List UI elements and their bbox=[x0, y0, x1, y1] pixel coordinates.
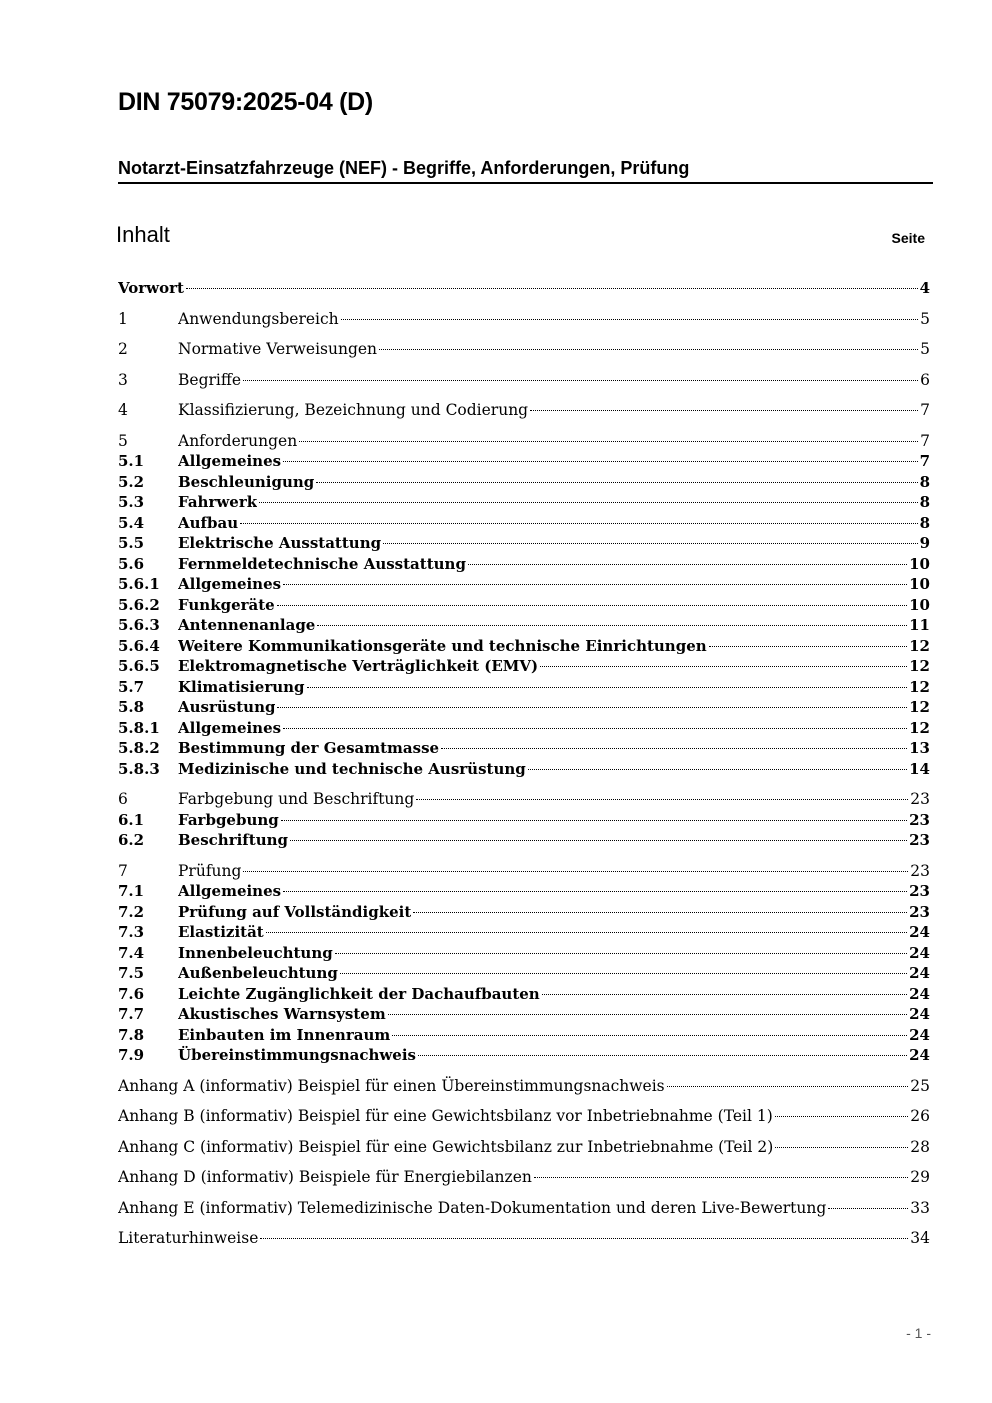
toc-entry-page: 7 bbox=[920, 431, 930, 450]
toc-dot-leader bbox=[383, 543, 917, 544]
toc-entry[interactable] bbox=[118, 339, 930, 360]
toc-entry-title: Begriffe bbox=[178, 370, 242, 389]
toc-dot-leader bbox=[392, 1035, 907, 1036]
toc-dot-leader bbox=[243, 380, 918, 381]
toc-entry[interactable] bbox=[118, 370, 930, 391]
toc-entry-title: Klimatisierung bbox=[178, 677, 305, 696]
toc-entry[interactable] bbox=[118, 697, 930, 718]
toc-entry-title: Übereinstimmungsnachweis bbox=[178, 1046, 416, 1064]
document-id: DIN 75079:2025-04 (D) bbox=[118, 88, 373, 116]
toc-entry-number: 5.1 bbox=[118, 452, 145, 470]
toc-dot-leader bbox=[709, 646, 907, 647]
toc-entry-page: 12 bbox=[909, 698, 930, 716]
toc-entry[interactable] bbox=[118, 830, 930, 851]
toc-dot-leader bbox=[243, 871, 908, 872]
toc-entry-number: 7.8 bbox=[118, 1025, 145, 1044]
toc-entry[interactable] bbox=[118, 738, 930, 759]
toc-entry-page: 33 bbox=[910, 1198, 930, 1217]
page-column-label: Seite bbox=[891, 230, 925, 246]
toc-entry[interactable] bbox=[118, 902, 930, 923]
toc-dot-leader bbox=[317, 625, 907, 626]
toc-dot-leader bbox=[283, 728, 907, 729]
toc-entry-title: Elastizität bbox=[178, 923, 264, 941]
toc-dot-leader bbox=[418, 1055, 907, 1056]
toc-entry-title: Anhang D (informativ) Beispiele für Energiebilanzen bbox=[118, 1168, 532, 1186]
toc-entry[interactable] bbox=[118, 1198, 930, 1219]
toc-entry-number: 1 bbox=[118, 309, 128, 328]
toc-entry-title: Prüfung auf Vollständigkeit bbox=[178, 902, 412, 921]
toc-entry-page: 23 bbox=[909, 882, 930, 900]
toc-entry-page: 13 bbox=[909, 739, 930, 757]
toc-dot-leader bbox=[260, 1238, 908, 1239]
toc-entry-page: 26 bbox=[910, 1107, 930, 1125]
toc-entry-title: Fernmeldetechnische Ausstattung bbox=[178, 554, 466, 573]
toc-dot-leader bbox=[468, 564, 907, 565]
toc-dot-leader bbox=[186, 288, 918, 289]
toc-dot-leader bbox=[299, 441, 918, 442]
toc-entry-number: 7.4 bbox=[118, 943, 145, 962]
toc-entry-page: 29 bbox=[910, 1168, 930, 1186]
toc-entry-title: Innenbeleuchtung bbox=[178, 943, 333, 962]
toc-entry[interactable] bbox=[118, 309, 930, 330]
toc-entry-page: 24 bbox=[909, 1046, 930, 1064]
toc-entry-number: 7 bbox=[118, 861, 128, 880]
toc-entry-page: 8 bbox=[919, 513, 930, 532]
toc-entry-page: 12 bbox=[909, 636, 930, 655]
toc-entry-title: Bestimmung der Gesamtmasse bbox=[178, 739, 440, 757]
toc-dot-leader bbox=[540, 666, 907, 667]
toc-entry-number: 5.4 bbox=[118, 513, 145, 532]
toc-entry[interactable] bbox=[118, 1228, 930, 1249]
toc-entry-number: 5.8.1 bbox=[118, 718, 160, 737]
toc-entry-title: Anhang A (informativ) Beispiel für einen Übereinstimmungsnachweis bbox=[118, 1076, 665, 1095]
toc-entry-number: 4 bbox=[118, 401, 128, 419]
table-of-contents bbox=[118, 278, 930, 1249]
toc-entry-page: 23 bbox=[909, 831, 930, 849]
toc-dot-leader bbox=[307, 687, 908, 688]
toc-entry-page: 23 bbox=[910, 861, 930, 880]
toc-dot-leader bbox=[534, 1177, 908, 1178]
toc-entry-title: Einbauten im Innenraum bbox=[178, 1025, 391, 1044]
toc-entry-title: Aufbau bbox=[178, 513, 239, 532]
toc-dot-leader bbox=[542, 994, 907, 995]
toc-entry-page: 24 bbox=[909, 943, 930, 962]
toc-dot-leader bbox=[277, 707, 907, 708]
toc-entry-number: 7.3 bbox=[118, 923, 145, 941]
toc-entry-page: 14 bbox=[909, 759, 930, 778]
toc-entry-title: Normative Verweisungen bbox=[178, 340, 378, 358]
toc-entry-page: 8 bbox=[919, 493, 930, 511]
toc-entry-number: 7.2 bbox=[118, 902, 145, 921]
toc-entry-title: Funkgeräte bbox=[178, 595, 275, 614]
toc-entry-number: 5.2 bbox=[118, 472, 145, 491]
toc-entry-number: 7.1 bbox=[118, 882, 145, 900]
toc-entry-title: Beschleunigung bbox=[178, 472, 315, 491]
toc-entry-title: Anforderungen bbox=[178, 431, 298, 450]
toc-entry-number: 5.8.3 bbox=[118, 759, 160, 778]
toc-entry-page: 10 bbox=[909, 554, 930, 573]
toc-entry[interactable] bbox=[118, 984, 930, 1005]
toc-entry[interactable] bbox=[118, 574, 930, 595]
toc-entry-page: 24 bbox=[909, 1005, 930, 1023]
toc-entry-page: 23 bbox=[909, 810, 930, 829]
toc-entry-number: 2 bbox=[118, 340, 128, 358]
toc-entry[interactable] bbox=[118, 881, 930, 902]
toc-entry-title: Allgemeines bbox=[178, 718, 282, 737]
toc-entry-page: 9 bbox=[919, 534, 930, 552]
toc-entry-page: 5 bbox=[920, 309, 930, 328]
toc-entry[interactable] bbox=[118, 759, 930, 780]
toc-dot-leader bbox=[775, 1116, 909, 1117]
toc-entry-number: 7.9 bbox=[118, 1046, 145, 1064]
toc-entry-number: 7.7 bbox=[118, 1005, 145, 1023]
toc-entry-title: Fahrwerk bbox=[178, 493, 258, 511]
toc-dot-leader bbox=[828, 1208, 908, 1209]
toc-entry-title: Anhang E (informativ) Telemedizinische Daten-Dokumentation und deren Live-Bewertung bbox=[118, 1198, 827, 1217]
toc-entry-number: 5.6.3 bbox=[118, 616, 160, 634]
toc-dot-leader bbox=[341, 319, 918, 320]
toc-entry-number: 5.6.5 bbox=[118, 657, 160, 675]
toc-entry[interactable] bbox=[118, 943, 930, 964]
toc-entry-title: Farbgebung bbox=[178, 810, 279, 829]
toc-entry[interactable] bbox=[118, 636, 930, 657]
toc-entry-number: 6 bbox=[118, 790, 128, 808]
toc-entry-title: Literaturhinweise bbox=[118, 1229, 259, 1247]
toc-entry-page: 25 bbox=[910, 1076, 930, 1095]
toc-dot-leader bbox=[281, 820, 907, 821]
toc-entry-page: 34 bbox=[910, 1229, 930, 1247]
toc-entry-title: Medizinische und technische Ausrüstung bbox=[178, 759, 526, 778]
toc-entry-number: 5.8.2 bbox=[118, 739, 160, 757]
toc-entry-title: Akustisches Warnsystem bbox=[178, 1005, 386, 1023]
toc-entry-number: 5.8 bbox=[118, 698, 145, 716]
document-title: Notarzt-Einsatzfahrzeuge (NEF) - Begriffe, Anforderungen, Prüfung bbox=[118, 158, 933, 184]
toc-entry-title: Elektrische Ausstattung bbox=[178, 534, 382, 552]
toc-dot-leader bbox=[283, 891, 907, 892]
toc-entry[interactable] bbox=[118, 492, 930, 513]
toc-heading: Inhalt bbox=[116, 222, 170, 247]
toc-entry-page: 10 bbox=[909, 575, 930, 593]
toc-entry-page: 10 bbox=[909, 595, 930, 614]
toc-entry-number: 5 bbox=[118, 431, 128, 450]
toc-entry[interactable] bbox=[118, 810, 930, 831]
toc-dot-leader bbox=[528, 769, 907, 770]
toc-entry-title: Beschriftung bbox=[178, 831, 288, 849]
toc-dot-leader bbox=[388, 1014, 907, 1015]
toc-entry-title: Elektromagnetische Verträglichkeit (EMV) bbox=[178, 657, 539, 675]
toc-entry-title: Vorwort bbox=[118, 279, 184, 297]
toc-entry-page: 24 bbox=[909, 984, 930, 1003]
toc-entry-page: 24 bbox=[909, 923, 930, 941]
toc-entry[interactable] bbox=[118, 595, 930, 616]
toc-entry[interactable] bbox=[118, 1045, 930, 1066]
toc-entry-number: 5.6 bbox=[118, 554, 145, 573]
toc-dot-leader bbox=[283, 461, 917, 462]
toc-entry[interactable] bbox=[118, 963, 930, 984]
toc-dot-leader bbox=[379, 349, 918, 350]
toc-dot-leader bbox=[530, 410, 918, 411]
toc-entry-title: Anhang B (informativ) Beispiel für eine Gewichtsbilanz vor Inbetriebnahme (Teil 1) bbox=[118, 1107, 773, 1125]
toc-entry-title: Farbgebung und Beschriftung bbox=[178, 790, 415, 808]
toc-entry-number: 5.6.4 bbox=[118, 636, 160, 655]
toc-entry-number: 5.6.1 bbox=[118, 575, 160, 593]
toc-entry-number: 7.5 bbox=[118, 964, 145, 982]
toc-dot-leader bbox=[340, 973, 907, 974]
toc-entry[interactable] bbox=[118, 1004, 930, 1025]
toc-entry-title: Klassifizierung, Bezeichnung und Codierung bbox=[178, 401, 529, 419]
toc-dot-leader bbox=[283, 584, 907, 585]
toc-entry[interactable] bbox=[118, 677, 930, 698]
toc-entry-title: Weitere Kommunikationsgeräte und technische Einrichtungen bbox=[178, 636, 707, 655]
toc-entry[interactable] bbox=[118, 513, 930, 534]
toc-entry-number: 3 bbox=[118, 370, 128, 389]
toc-entry-title: Anhang C (informativ) Beispiel für eine Gewichtsbilanz zur Inbetriebnahme (Teil 2) bbox=[118, 1137, 774, 1156]
toc-entry-page: 7 bbox=[920, 401, 930, 419]
toc-dot-leader bbox=[413, 912, 907, 913]
toc-dot-leader bbox=[290, 840, 907, 841]
toc-dot-leader bbox=[259, 502, 917, 503]
toc-entry[interactable] bbox=[118, 278, 930, 299]
toc-entry-title: Allgemeines bbox=[178, 882, 282, 900]
toc-entry-title: Allgemeines bbox=[178, 452, 282, 470]
toc-entry-title: Anwendungsbereich bbox=[178, 309, 339, 328]
toc-entry-page: 8 bbox=[919, 472, 930, 491]
toc-entry-title: Ausrüstung bbox=[178, 698, 276, 716]
toc-entry[interactable] bbox=[118, 1076, 930, 1097]
toc-entry[interactable] bbox=[118, 922, 930, 943]
toc-entry-page: 4 bbox=[919, 279, 930, 297]
toc-entry[interactable] bbox=[118, 615, 930, 636]
toc-entry-page: 5 bbox=[920, 340, 930, 358]
toc-entry[interactable] bbox=[118, 1167, 930, 1188]
toc-dot-leader bbox=[335, 953, 907, 954]
toc-entry-page: 23 bbox=[909, 902, 930, 921]
toc-dot-leader bbox=[416, 799, 908, 800]
toc-entry-number: 5.7 bbox=[118, 677, 145, 696]
toc-entry-page: 11 bbox=[909, 616, 930, 634]
toc-entry-page: 12 bbox=[909, 718, 930, 737]
toc-entry-title: Außenbeleuchtung bbox=[178, 964, 338, 982]
toc-entry-page: 23 bbox=[910, 790, 930, 808]
toc-dot-leader bbox=[775, 1147, 908, 1148]
toc-entry-number: 6.2 bbox=[118, 831, 145, 849]
toc-entry-page: 12 bbox=[909, 677, 930, 696]
toc-entry[interactable] bbox=[118, 431, 930, 452]
toc-entry[interactable] bbox=[118, 1137, 930, 1158]
toc-entry[interactable] bbox=[118, 718, 930, 739]
toc-entry[interactable] bbox=[118, 400, 930, 421]
toc-entry[interactable] bbox=[118, 554, 930, 575]
toc-entry-page: 28 bbox=[910, 1137, 930, 1156]
toc-entry-number: 5.6.2 bbox=[118, 595, 160, 614]
toc-entry-title: Prüfung bbox=[178, 861, 242, 880]
toc-entry[interactable] bbox=[118, 533, 930, 554]
toc-dot-leader bbox=[277, 605, 907, 606]
toc-entry[interactable] bbox=[118, 1106, 930, 1127]
toc-dot-leader bbox=[266, 932, 907, 933]
toc-entry-number: 5.3 bbox=[118, 493, 145, 511]
toc-entry-page: 12 bbox=[909, 657, 930, 675]
toc-entry-title: Allgemeines bbox=[178, 575, 282, 593]
toc-entry[interactable] bbox=[118, 656, 930, 677]
toc-entry-title: Antennenanlage bbox=[178, 616, 316, 634]
toc-entry-page: 24 bbox=[909, 1025, 930, 1044]
toc-entry-page: 24 bbox=[909, 964, 930, 982]
toc-dot-leader bbox=[240, 523, 917, 524]
toc-dot-leader bbox=[441, 748, 907, 749]
toc-dot-leader bbox=[667, 1086, 909, 1087]
toc-entry[interactable] bbox=[118, 1025, 930, 1046]
toc-entry[interactable] bbox=[118, 451, 930, 472]
toc-entry[interactable] bbox=[118, 472, 930, 493]
toc-entry-page: 7 bbox=[919, 452, 930, 470]
toc-entry[interactable] bbox=[118, 789, 930, 810]
page-number-footer: - 1 - bbox=[906, 1325, 931, 1341]
toc-entry-number: 5.5 bbox=[118, 534, 145, 552]
toc-entry-title: Leichte Zugänglichkeit der Dachaufbauten bbox=[178, 984, 540, 1003]
toc-entry[interactable] bbox=[118, 861, 930, 882]
toc-entry-number: 7.6 bbox=[118, 984, 145, 1003]
toc-entry-page: 6 bbox=[920, 370, 930, 389]
toc-dot-leader bbox=[316, 482, 917, 483]
toc-entry-number: 6.1 bbox=[118, 810, 145, 829]
